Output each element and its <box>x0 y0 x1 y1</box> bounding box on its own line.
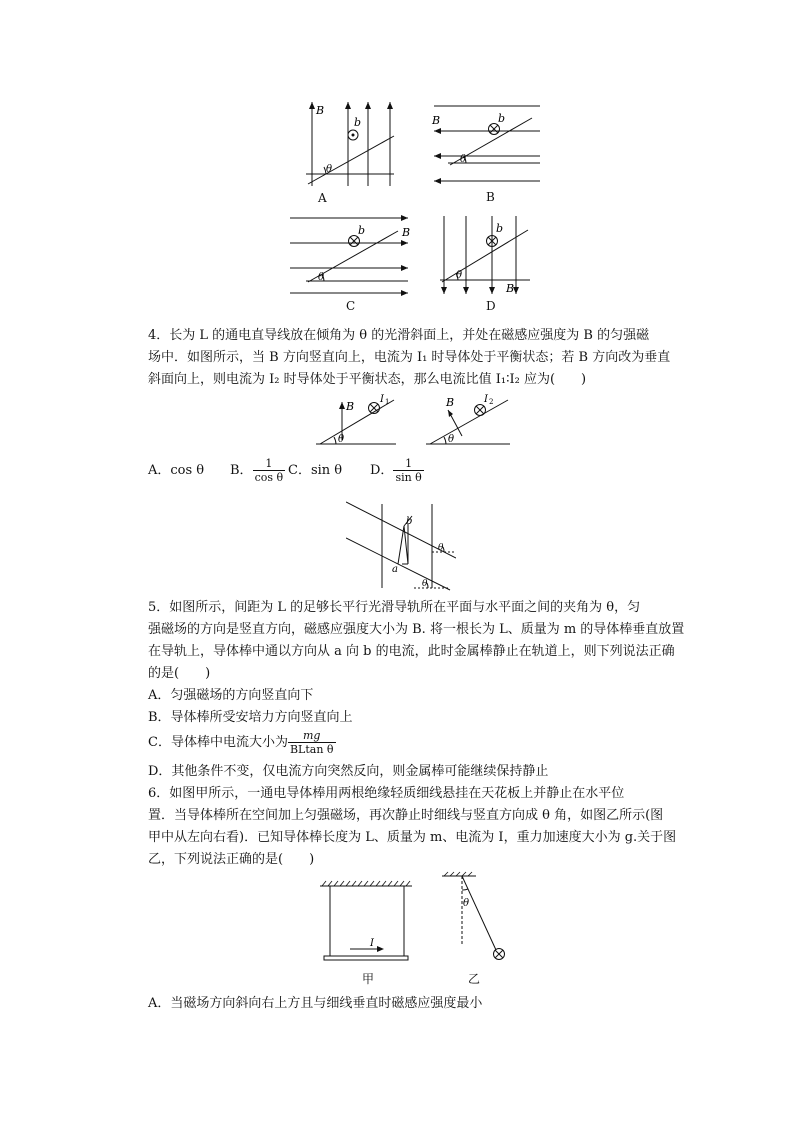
diagram-d <box>436 210 536 316</box>
diagram-c-angle: θ <box>318 272 325 283</box>
diagram-b-field: B <box>432 114 441 127</box>
q6-figure-jia <box>318 878 414 990</box>
q5-option-c-den: BLtan θ <box>289 743 334 756</box>
q5-line-4: 的是( ) <box>148 666 211 681</box>
diagram-a-svg <box>300 98 400 210</box>
q5-line-3: 在导轨上，导体棒中通以方向从 a 向 b 的电流，此时金属棒静止在轨道上，则下列说法正确 <box>148 644 675 659</box>
q5-fig-b: b <box>406 516 413 527</box>
q5-option-c-fraction <box>288 729 336 756</box>
q5-option-c-num: mg <box>288 729 336 743</box>
diagram-a-b: b <box>354 116 362 129</box>
q6-option-a: A．当磁场方向斜向右上方且与细线垂直时磁感应强度最小 <box>148 996 483 1011</box>
diagram-b-label: B <box>486 190 495 204</box>
q4-option-d-fraction <box>393 457 423 484</box>
diagram-c-b: b <box>358 224 366 237</box>
q6-line-3: 甲中从左向右看)．已知导体棒长度为 L、质量为 m、电流为 I，重力加速度大小为 g.关于图 <box>148 830 677 845</box>
q4-option-d <box>370 455 424 489</box>
q4-option-b-den: cos θ <box>254 471 284 484</box>
q4-right-field: B <box>446 396 455 409</box>
q4-figure-right-svg <box>424 392 514 448</box>
diagram-c-field: B <box>402 226 411 239</box>
q4-option-d-prefix: D． <box>370 463 394 478</box>
q6-jia-current: I <box>370 938 374 949</box>
q4-line-1: 4．长为 L 的通电直导线放在倾角为 θ 的光滑斜面上，并处在磁感应强度为 B 的匀强磁 <box>148 328 650 343</box>
q4-left-angle: θ <box>338 434 345 445</box>
diagram-d-angle: θ <box>456 270 463 281</box>
diagram-c <box>286 210 414 316</box>
q5-option-c-prefix: C．导体棒中电流大小为 <box>148 735 288 750</box>
q4-right-current-sub: 2 <box>489 398 494 406</box>
q6-figure-yi <box>438 870 518 990</box>
q6-line-1: 6．如图甲所示，一通电导体棒用两根绝缘轻质细线悬挂在天花板上并静止在水平位 <box>148 786 625 801</box>
q6-figure-jia-svg <box>318 878 414 968</box>
q4-left-field: B <box>346 400 355 413</box>
diagram-d-b: b <box>496 222 504 235</box>
q5-option-d: D．其他条件不变，仅电流方向突然反向，则金属棒可能继续保持静止 <box>148 764 549 779</box>
q4-line-2: 场中．如图所示，当 B 方向竖直向上，电流为 I₁ 时导体处于平衡状态；若 B 方向改为垂直 <box>148 350 671 365</box>
q6-line-4: 乙，下列说法正确的是( ) <box>148 852 315 867</box>
q5-option-a: A．匀强磁场的方向竖直向下 <box>148 688 314 703</box>
q5-figure <box>346 496 456 594</box>
q4-option-d-num: 1 <box>393 457 423 471</box>
diagram-d-field: B <box>506 282 515 295</box>
q4-option-b <box>230 455 285 489</box>
diagram-a-label: A <box>318 191 327 205</box>
q5-fig-a: a <box>392 564 398 575</box>
q4-right-angle: θ <box>448 434 455 445</box>
q4-option-a: A．cos θ <box>148 463 205 478</box>
diagram-d-label: D <box>486 299 496 313</box>
diagram-b <box>428 100 546 208</box>
q6-figure-yi-svg <box>438 870 518 964</box>
q4-line-3: 斜面向上，则电流为 I₂ 时导体处于平衡状态，那么电流比值 I₁∶I₂ 应为( ) <box>148 372 587 387</box>
q4-figure-right <box>424 392 514 448</box>
q4-option-b-num: 1 <box>253 457 286 471</box>
q5-figure-svg <box>346 496 456 594</box>
q5-fig-angle-1: θ <box>438 543 444 553</box>
diagram-a-angle: θ <box>326 164 333 175</box>
diagram-a <box>300 98 400 210</box>
q4-figure-left <box>312 392 398 448</box>
q5-option-b: B．导体棒所受安培力方向竖直向上 <box>148 710 353 725</box>
q4-option-d-den: sin θ <box>395 471 422 484</box>
q4-left-current: I <box>380 394 384 405</box>
q5-line-2: 强磁场的方向是竖直方向，磁感应强度大小为 B. 将一根长为 L、质量为 m 的导体棒垂直放置 <box>148 622 685 637</box>
q5-fig-angle-2: θ <box>422 579 428 589</box>
diagram-a-field: B <box>316 104 325 117</box>
q6-yi-angle: θ <box>463 898 470 909</box>
q4-option-b-prefix: B． <box>230 463 253 478</box>
q5-line-1: 5．如图所示，间距为 L 的足够长平行光滑导轨所在平面与水平面之间的夹角为 θ，匀 <box>148 600 641 615</box>
q4-option-b-fraction <box>253 457 286 484</box>
q6-figure-jia-label: 甲 <box>362 972 375 986</box>
q4-right-current: I <box>484 394 488 405</box>
q4-option-c: C．sin θ <box>288 463 343 478</box>
q4-figure-left-svg <box>312 392 398 448</box>
q6-figure-yi-label: 乙 <box>468 972 481 986</box>
q4-left-current-sub: 1 <box>385 398 390 406</box>
diagram-b-b: b <box>498 112 506 125</box>
diagram-b-angle: θ <box>460 154 467 165</box>
q6-line-2: 置．当导体棒所在空间加上匀强磁场，再次静止时细线与竖直方向成 θ 角，如图乙所示(图 <box>148 808 664 823</box>
diagram-c-label: C <box>346 299 356 313</box>
q5-option-c <box>148 726 336 760</box>
